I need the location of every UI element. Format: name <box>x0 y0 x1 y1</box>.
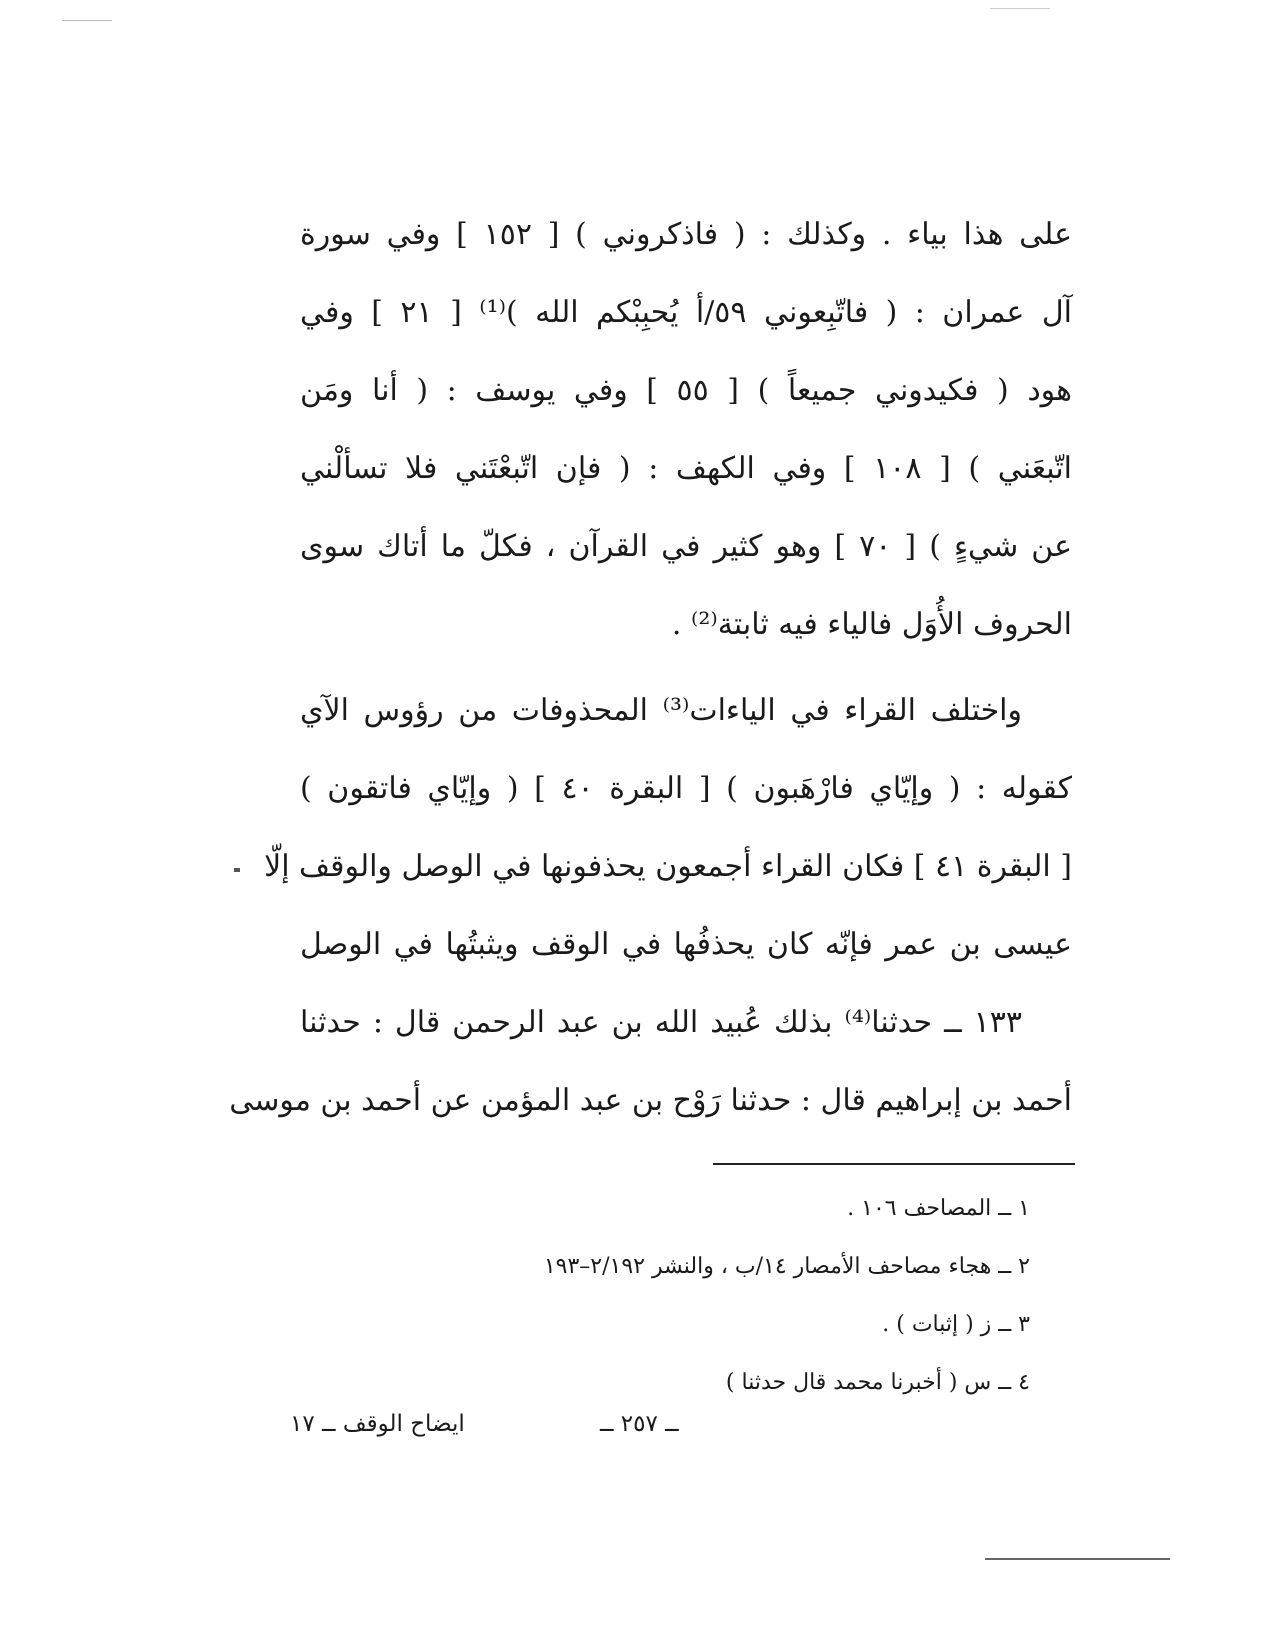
text-line: هود ( فكيدوني جميعاً ) [ ٥٥ ] وفي يوسف : ( أنا ومَن <box>300 373 1072 408</box>
footnote-separator <box>713 1163 1075 1165</box>
footnotes <box>380 1180 1030 1412</box>
text-line: آل عمران : ( فاتّبِعوني ٥٩/أ يُحبِبْكم الله )⁽¹⁾ [ ٢١ ] وفي <box>300 295 1073 330</box>
main-text <box>229 196 1073 1140</box>
page-number: ــ ٢٥٧ ــ <box>600 1411 679 1437</box>
text-line: اتّبعَني ) [ ١٠٨ ] وفي الكهف : ( فإن اتّبعْتَني فلا تسألْني <box>300 451 1072 486</box>
text-line: عن شيءٍ ) [ ٧٠ ] وهو كثير في القرآن ، فكلّ ما أتاك سوى <box>300 529 1072 564</box>
text-line: كقوله : ( وإيّاي فارْهَبون ) [ البقرة ٤٠ ] ( وإيّاي فاتقون ) <box>300 771 1072 806</box>
footnote: ٢ ــ هجاء مصاحف الأمصار ١٤/ب ، والنشر ٢/١٩٢–١٩٣ <box>543 1254 1030 1279</box>
text-line: على هذا بياء . وكذلك : ( فاذكروني ) [ ١٥٢ ] وفي سورة <box>300 217 1072 252</box>
scan-artifact <box>990 8 1050 9</box>
text-line: أحمد بن إبراهيم قال : حدثنا رَوْح بن عبد المؤمن عن أحمد بن موسى <box>229 1083 1072 1118</box>
paragraph-gap <box>300 664 1072 672</box>
signature-mark: ايضاح الوقف ــ ١٧ <box>290 1411 465 1437</box>
text-line: واختلف القراء في الياءات⁽³⁾ المحذوفات من رؤوس الآي <box>300 693 1022 728</box>
footnote: ١ ــ المصاحف ١٠٦ . <box>847 1196 1030 1221</box>
text-line: ١٣٣ ــ حدثنا⁽⁴⁾ بذلك عُبيد الله بن عبد الرحمن قال : حدثنا <box>300 1005 1022 1040</box>
scan-artifact <box>234 868 240 872</box>
text-line: عيسى بن عمر فإنّه كان يحذفُها في الوقف ويثبتُها في الوصل <box>300 927 1072 962</box>
text-line: [ البقرة ٤١ ] فكان القراء أجمعون يحذفونها في الوصل والوقف إلّا <box>264 849 1072 884</box>
footnote: ٣ ــ ز ( إثبات ) . <box>882 1312 1030 1337</box>
scan-artifact <box>62 20 112 21</box>
text-line: الحروف الأُوَل فالياء فيه ثابتة⁽²⁾ . <box>671 607 1072 642</box>
footnote: ٤ ــ س ( أخبرنا محمد قال حدثنا ) <box>725 1370 1030 1395</box>
scan-artifact <box>985 1558 1170 1560</box>
